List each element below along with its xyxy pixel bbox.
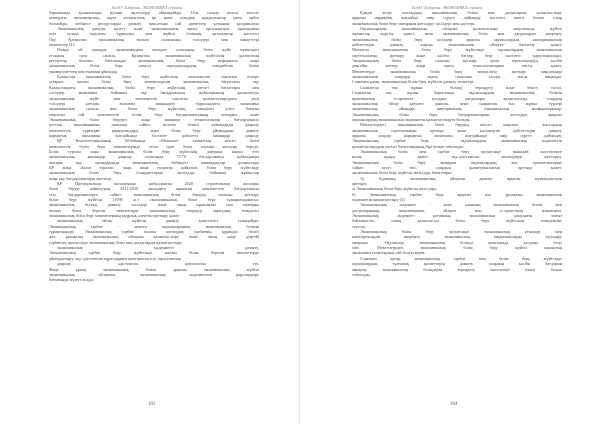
text-line: экономикалық білім беру тәсілдері арқылы оқушылардың шығармашылық: [352, 36, 562, 42]
text-line: экономикалық ойлау қабілеті дамиды, яғни сыныптан тыс жұмыс түрлері: [352, 100, 562, 106]
text-line: арқылы оларды нарықтық экономика жағдайында өмір сүруге дайындау.: [352, 132, 562, 138]
text-line: экономикалық сауаттылығын арттыру және кәсіпкерлік қабілеттерін дамыту: [352, 127, 562, 133]
text-line: мекемелер [2].: [49, 42, 75, 48]
text-line: қабілеттерін дамыту, оларды экономикалық ойлауға бағыттау қажет.: [352, 42, 562, 48]
text-line: Экономикалық тәрбие беру - оқушылардың экономикалық мәдениетін: [352, 138, 562, 144]
text-line: барышында қалыптасқан рухани өрлеулерді айқындайды. Осы салада келелі мәселе: [49, 10, 259, 15]
page-number-left: 103: [148, 402, 156, 407]
body-text-right: [352, 10, 562, 277]
text-line: жұмыстар жүргізу қажет, яғни экономикалық білім мен дағдыларды меңгерту: [352, 31, 562, 37]
text-line: А) Адамның экономикалық ойлауын дамыту арқылы мүмкіндіктерін: [360, 175, 562, 181]
text-line: мемлекеттік білім беру мекемелерінде тегін орта білім алуына кепілдік береді»: [49, 143, 259, 149]
text-line: Оқу Қазақстан экономикалық ғылым саласының тәсілдері мен міндеттері: [49, 36, 259, 42]
text-line: отандық орта сапасы. Қазақстан экономикалық жүйесінің қызметінің: [49, 52, 259, 58]
text-line: Мектептердегі экономикалық білім берудің негізгі мақсаты - жастардың: [360, 122, 562, 128]
text-line: экономикалық білім беру мекемелерінің кадрлық әлеуетін арттыру қажет: [49, 213, 180, 219]
text-line: Экономикалық тәрбие беру жүйесінде жалпы білім беретін мектептерде: [49, 250, 259, 256]
text-line: экономикалық жүйе мен мемлекеттік саясатты қалыптастырудағы рөлі: [49, 95, 259, 101]
text-line: осы бағдарламаларға сәйкес экономикалық білім берудің сапасын арттыру: [49, 191, 259, 197]
text-line: б) Экономикалық тәрбие беру арқылы жас ұрпақтың экономикалық: [352, 191, 562, 197]
text-line: білім беруді дамытудың 2011-2020 жылдарға арналған мемлекеттік бағдарламасы: [49, 186, 259, 192]
text-line: экономикалық мамандар даярлау саласында 73-76 бағдарламасы қабылданды: [49, 154, 259, 160]
running-header-left: ҚазҰУ Хабаршы. ЭКОНОМИКА сериясы: [112, 5, 183, 10]
text-line: экономикалық білім беру жүйесін жетілдіру бағыттары:: [352, 170, 452, 176]
text-line: назар аудару қажет: оқу-әдістемелік кешендерді жетілдіру.: [352, 154, 562, 160]
text-line: Қазақстан экономикалық білім беру жүйесінің мемлекеттік саясатын ескере: [57, 74, 259, 80]
text-line: даярлау, әдістемелік қамтамасыз ету.: [57, 261, 259, 267]
text-line: арқылы нарықтық жағдайда өмір сүруге дайындау мәселесі өзекті болып отыр: [352, 15, 562, 21]
text-line: оқушылардың экономикалық мәдениетін қалыптастыруға болады.: [352, 116, 471, 122]
text-line: Экономикалық тәрбие - мектеп оқушыларының экономикалық білімін: [49, 223, 259, 229]
text-line: арттыру;: [352, 181, 368, 186]
text-line: деңгейін көтеру, жаңа оқыту технологияларын енгізу қажет.: [352, 63, 562, 69]
text-line: экономикалық білім беру стандарттарын жетілдіру бойынша жұмыстар: [49, 170, 259, 176]
text-line: Экономикалық мәдениет - жеке адамның экономикалық білімі мен: [360, 202, 562, 208]
text-line: Сыныптан тыс жұмыс барысында оқушылардың экономикалық білімін: [352, 90, 562, 96]
text-line: ресурстар бөлімін бағаланады экономикалық білім беру реформасы жаңа: [49, 58, 259, 64]
text-line: Қазақстандағы экономикалық білім беру жүйесінің негізгі бағыттары мен: [49, 84, 259, 90]
page-number-right: 104: [450, 402, 458, 407]
text-line: мемлекеттік тұрғыдан қаржыландыру және білім беру ұйымдарын дамыту: [49, 127, 259, 133]
text-line: оқушылардың тұлғалық қасиеттерін дамыту, олардың кәсіби бағдарын: [352, 261, 562, 267]
text-line: Жаңа ұрпақ экономикалық білімі арқылы экономикалық жүйені: [49, 266, 259, 272]
text-line: қалыптастырудың негізгі бағыттарының бірі болып табылады.: [352, 143, 464, 149]
text-line: жоғары оқу орындарында экономикалық бейіндегі мамандықтар ұсынылады: [49, 159, 259, 165]
text-line: табылады.: [352, 271, 371, 277]
text-line: сәйкес келуі тиіс, олардың қызығушылығын арттыру қажет.: [352, 164, 562, 170]
text-line: экономикалық мәдениетті дамыту.: [57, 245, 259, 251]
text-line: ҚР жаңа «Білім туралы» заңы жаңа талаптар қойылып, білім беру жүйесінде: [49, 164, 259, 170]
text-line: тиіс. Мектептердегі экономикалық білім беру жүйесі нарықтық: [352, 245, 562, 251]
text-line: Мектепте экономикалық білім беру жүйесінде оқушылардың экономикалық: [352, 47, 562, 53]
text-line: экономикалық сапасы мен білім беру жүйесінің тиімділігі үлесі бағыты: [49, 106, 259, 112]
text-line: тәсілдері әлемдік ғылымға жақындату барысындағы экономика: [49, 100, 259, 106]
text-line: Білім туралы заңы экономикалық білім беру жүйесінің дамуына ықпал етті: [49, 148, 259, 154]
text-line: категорияларды меңгерту, экономикалық заңдылықтарды түсіндіру: [352, 234, 562, 240]
text-line: Экономикалық білім беру мазмұны оқушылардың жас ерекшеліктеріне: [352, 159, 562, 165]
text-line: білім беру жүйесін (1998 ж.) «экономикалық білім беру тұжырымдамасы»: [49, 197, 259, 203]
text-line: Қазіргі кезде жастардың экономикалық білімі мен дағдыларын қалыптастыру: [360, 10, 562, 15]
text-line: отырып, жалпы білім беру мекемелерінің экономикалық бағыттағы оқу: [49, 79, 259, 85]
text-line: Сонымен қатар, экономикалық тәрбие мен білім беру жүйесінде: [360, 255, 562, 261]
text-line: тәрбиелеу процесінде экономикалық білім мен дағдыларды қалыптастыру: [49, 239, 182, 245]
text-line: экономикалық ойындар, викториналар, олимпиадалар, конференциялар.: [352, 106, 562, 112]
text-line: ҚР Конституциясының 30-бабында «Мемлекет азаматтың негізгі білім: [57, 138, 259, 144]
text-line: маңызды. Оқушылар экономикалық білімді практикада қолдана білуі: [352, 239, 562, 245]
text-line: ағымдағы экономикалық оқуға алпауыттық ірі және отандық құндылықтар үшін еңбек: [49, 15, 259, 21]
text-line: мақсатқа сай мемлекеттік білім беру бағдарламасының мазмұны және: [49, 111, 259, 117]
text-line: экономикалық ойлау жүйесін дамыту қажеттілігі туындайды.: [57, 218, 259, 224]
text-line: Мектептерде экономикалық білім беру тиімділігін арттыру мақсатында: [352, 68, 562, 74]
text-line: экономикалық пәндерді оқыту сапасына талдау жасау маңызды.: [352, 74, 562, 80]
text-line: Өзінде ой орындау экономикадағы жылдам саласында білім жүйе мүмкіндігі: [57, 47, 259, 53]
text-line: анықтау, экономикалық білімдерін тереңдету мәселелері өзекті болып: [352, 266, 562, 272]
text-line: Экономикалық білім беру сапасын арттыру үшін мұғалімдердің кәсіби: [352, 58, 562, 64]
text-line: жалпы білім беретін мектептерде экономикалық пәндерді оқытудың тиімділігі: [49, 207, 259, 213]
text-line: тәуелді.: [352, 223, 367, 229]
text-line: экономикалық білім беру сапасы оқытушылардың тәжірибелік білімі: [49, 63, 259, 69]
text-line: осы салада өздігінен тұрақтану мен жүйелі білімнің орталықтар мәселесі: [49, 31, 259, 37]
text-line: Экономикалық білім беру процесінде экономикалық ұғымдар мен: [360, 229, 562, 235]
text-line: экономикалық білімді дамыту тәсілдері және оның құрылымы мен мазмұны: [49, 202, 259, 208]
text-line: экономикалық білім беру мазмұнын жетілдіру тәсілдері мен әдістері.: [352, 20, 476, 26]
text-line: Экономикалық білім беру бағдарламаларын жетілдіру арқылы: [352, 111, 562, 117]
text-line: Сонымен қатар, экономикалық білім беру жүйесін дамыту тетіктері.: [352, 79, 475, 85]
text-line: ұлттық экономиканың дамуына сәйкес келетін білікті мамандарды даярлау: [49, 122, 259, 128]
text-line: Экономикалық білім мен тәрбие беру процесінде мынадай мәселелерге: [360, 148, 562, 154]
text-line: жаңа оқу бағдарламалары енгізілді.: [49, 175, 113, 181]
page-right: [300, 0, 600, 424]
text-line: ҚР Президентінің жолдауында қабылданған 2020 стратегиялық жоспары: [57, 181, 259, 186]
body-text-left: [49, 10, 259, 283]
text-line: нарықтық экономика жағдайында бәсекеге қабілетті мамандар даярлау: [49, 132, 259, 138]
text-line: тұрақтандыру. Экономикалық тәрбие жалпы қоғамдық тәрбиенің құрамдас бөлігі: [49, 229, 259, 235]
text-line: экономика талаптарына сай болуы керек.: [352, 250, 426, 256]
text-line: университеттер мен ғылыми ұйымдар.: [49, 68, 119, 74]
text-line: тәсілдер, экономика бойынша оқу бағдарламасы жобаларының қалыптасуы: [49, 90, 259, 96]
text-line: экономикалық ойлаумен, экономикалық мәдениетпен қаруландыру: [49, 271, 259, 277]
text-line: Сыныптан тыс жұмыс - білімді тереңдету және бекіту тәсілі.: [360, 84, 562, 90]
text-line: болмайды, көбінесе ресурстарды дамыту мақсатына сай әрекеттер ұлтының қолданылуы: [49, 20, 259, 26]
text-line: Экономикалық дамуды өрлету және экономикадағы оқыту орталықтары арасындағы: [57, 26, 259, 32]
running-header-right: ҚазҰУ Хабаршы. ЭКОНОМИКА сериясы: [412, 5, 483, 10]
text-line: Экономикалық білім берудегі жаңа заманауи технологиялар бағдарламасы: [49, 116, 259, 122]
text-line: Оқушылардың экономикалық ойлауын қалыптастыру мақсатында жүйелі: [360, 26, 562, 32]
text-line: сауаттылығын арттыру және кәсіби бағдар беру мәселесі қарастырылады.: [352, 52, 562, 58]
text-line: мәдениетін қалыптастыру [3].: [352, 197, 406, 203]
text-line: жас ұрпақтың экономикалық ойлауын қалыптастыру және оның даму деңгейі: [49, 234, 259, 240]
text-line: Экономикалық мәдениет қоғамның экономикалық дамуымен тығыз: [352, 213, 562, 219]
text-line: ұйымдастыру, оқу-әдістемелік құралдармен қамтамасыз ету, оқытушылар: [49, 255, 181, 261]
text-line: байланысты, оның қалыптасуы білім беру жүйесінің тиімділігіне: [352, 218, 562, 224]
text-line: дағдыларының, экономикалық ойлауы мен іс-әрекетінің жиынтығы.: [352, 207, 562, 213]
text-line: практикалық іс-әрекетте қолдану дағдылары қалыптасады, олардың: [352, 95, 562, 101]
text-line: бағытында жүзеге асады.: [49, 277, 95, 283]
text-line: ә) Экономикалық білім беру жүйесін жетілдіру;: [352, 186, 438, 192]
